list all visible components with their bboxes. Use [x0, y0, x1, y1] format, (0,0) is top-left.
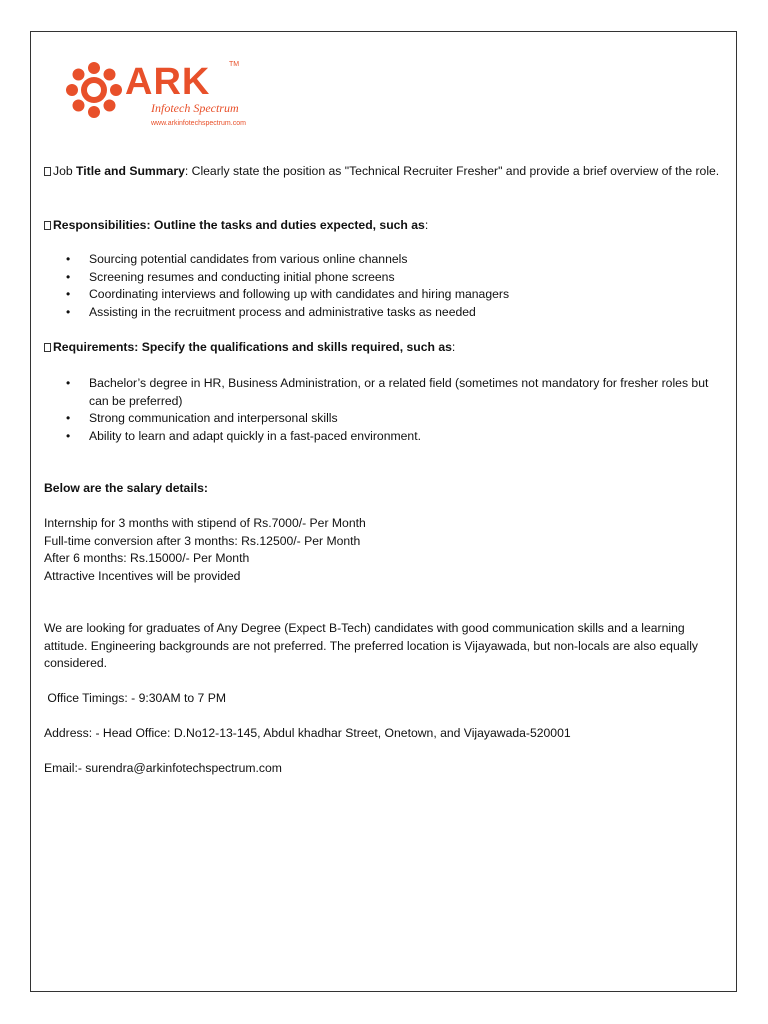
requirements-heading	[44, 339, 728, 357]
list-item: • Screening resumes and conducting initial phone screens	[44, 269, 728, 287]
salary-details	[44, 515, 728, 585]
list-item: • Sourcing potential candidates from various online channels	[44, 251, 728, 269]
office-timings: Office Timings: - 9:30AM to 7 PM	[44, 691, 226, 705]
responsibilities-heading	[44, 217, 728, 235]
requirements-heading-bold: Requirements: Specify the qualifications and skills required, such as	[53, 340, 452, 354]
logo-trademark: TM	[229, 61, 240, 68]
salary-heading-text: Below are the salary details:	[44, 481, 208, 495]
requirements-list	[44, 375, 728, 445]
responsibilities-list	[44, 251, 728, 321]
responsibilities-heading-tail: :	[424, 218, 429, 232]
placeholder-glyph-icon	[44, 343, 51, 352]
placeholder-glyph-icon	[44, 221, 51, 230]
salary-heading	[44, 480, 728, 498]
logo-url: www.arkinfotechspectrum.com	[151, 120, 246, 127]
address: Address: - Head Office: D.No12-13-145, Abdul khadhar Street, Onetown, and Vijayawada-520001	[44, 726, 571, 740]
logo-wordmark: ARK	[125, 61, 211, 103]
gear-logo-icon	[63, 59, 125, 121]
list-item: • Coordinating interviews and following up with candidates and hiring managers	[44, 286, 728, 304]
salary-line: Full-time conversion after 3 months: Rs.12500/- Per Month	[44, 533, 361, 548]
job-title-rest: : Clearly state the position as "Technical Recruiter Fresher" and provide a brief overview of the role.	[184, 164, 720, 178]
salary-line: Attractive Incentives will be provided	[44, 568, 241, 583]
job-title-bold: Title and Summary	[76, 164, 185, 178]
salary-line: After 6 months: Rs.15000/- Per Month	[44, 551, 250, 565]
job-title-prefix: Job	[53, 164, 77, 178]
responsibilities-heading-bold: Responsibilities: Outline the tasks and duties expected, such as	[53, 218, 425, 232]
list-item: • Ability to learn and adapt quickly in a fast-paced environment.	[44, 428, 728, 446]
list-item: • Assisting in the recruitment process and administrative tasks as needed	[44, 304, 728, 322]
logo-subtitle: Infotech Spectrum	[151, 101, 239, 115]
salary-line: Internship for 3 months with stipend of Rs.7000/- Per Month	[44, 516, 366, 530]
looking-for-paragraph: We are looking for graduates of Any Degree (Expect B-Tech) candidates with good communication skills and a learning attitude. Engineering backgrounds are not preferred. The preferred location is Vijayawada, but non-locals are also equally considered.	[44, 621, 699, 670]
company-logo	[63, 59, 253, 139]
email: Email:- surendra@arkinfotechspectrum.com	[44, 761, 282, 775]
placeholder-glyph-icon	[44, 167, 51, 176]
requirements-heading-tail: :	[451, 340, 456, 354]
list-item: • Bachelor’s degree in HR, Business Administration, or a related field (sometimes not mandatory for fresher roles but can be preferred)	[44, 375, 728, 410]
list-item: • Strong communication and interpersonal skills	[44, 410, 728, 428]
job-title-paragraph	[44, 163, 728, 181]
